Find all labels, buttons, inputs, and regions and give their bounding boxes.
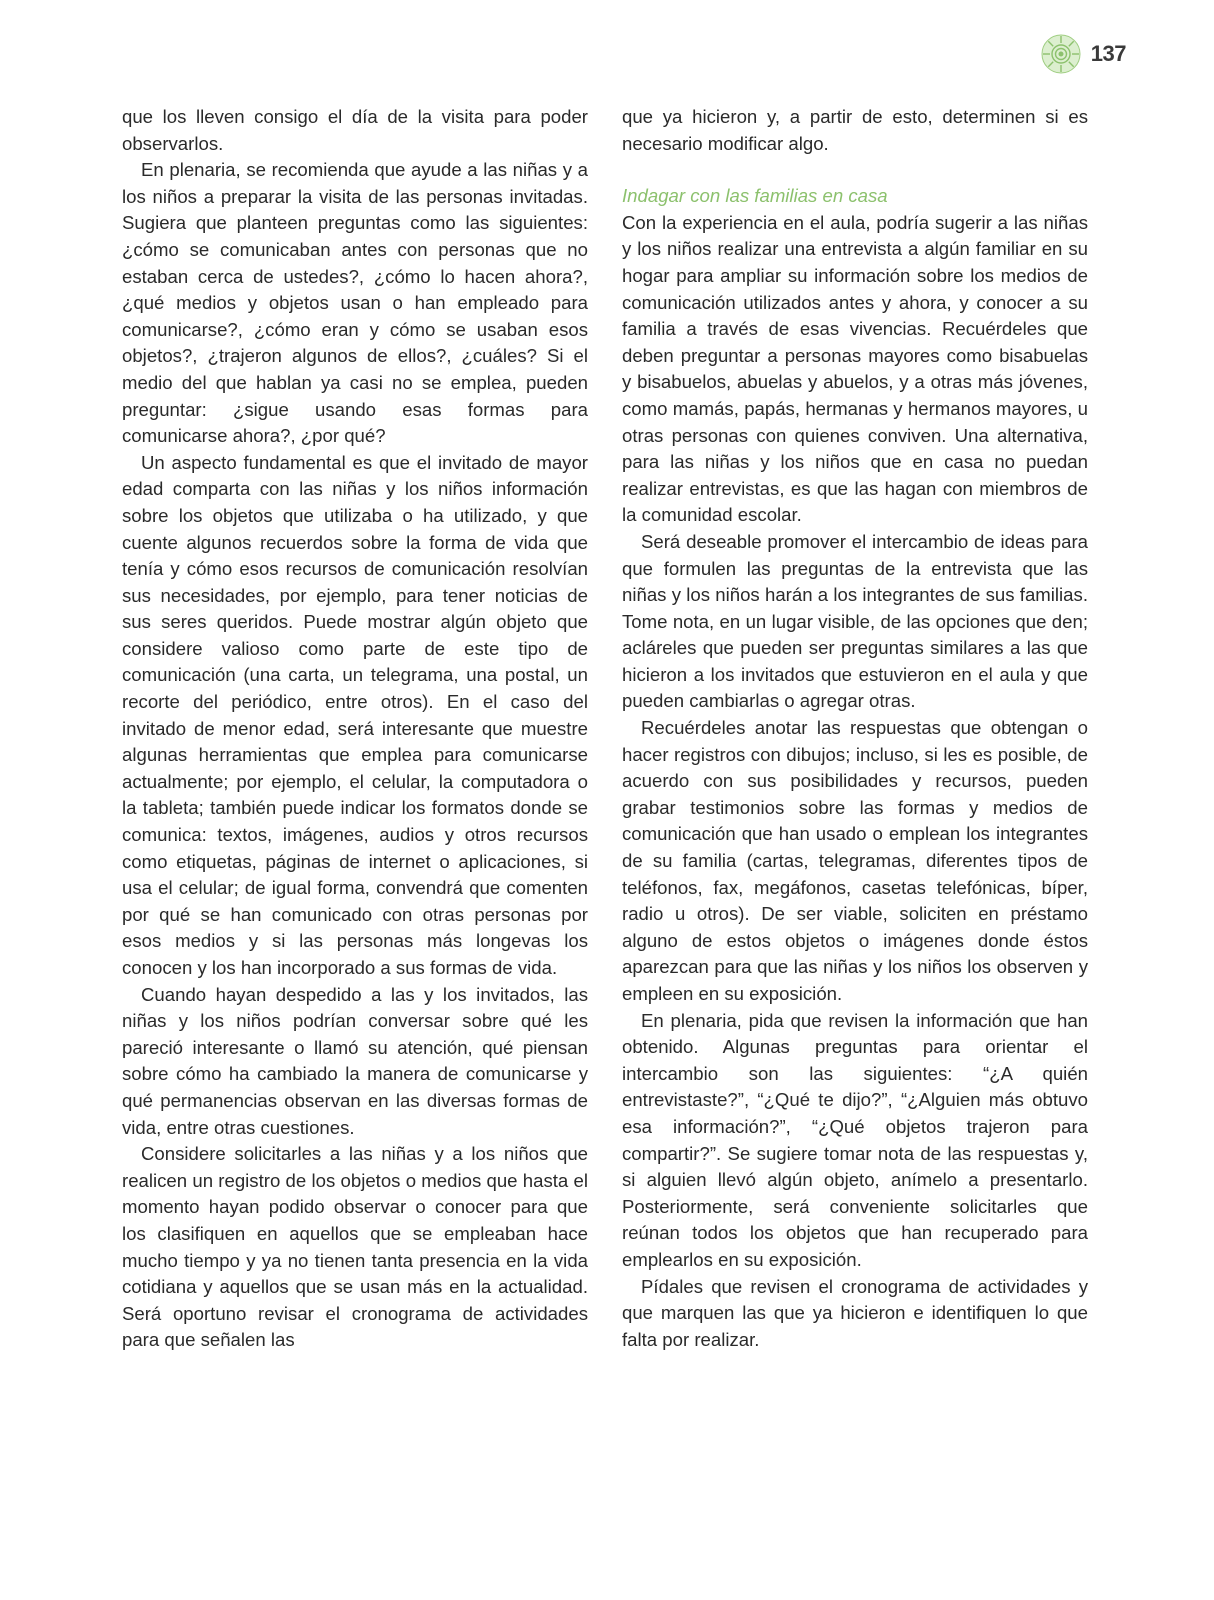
paragraph: Pídales que revisen el cronograma de actividades y que marquen las que ya hicieron e identifiquen lo que falta por realizar. <box>622 1275 1088 1350</box>
paragraph: Con la experiencia en el aula, podría sugerir a las niñas y los niños realizar una entrevista a algún familiar en su hogar para ampliar su información sobre los medios de comunicación utilizados antes y ahora, y conocer a su familia a través de esas vivencias. Recuérdeles que deben preguntar a personas mayores como bisabuelas y bisabuelos, abuelas y abuelos, y a otras más jóvenes, como mamás, papás, hermanas y hermanos mayores, u otras personas con quienes conviven. Una alternativa, para las niñas y los niños que en casa no puedan realizar entrevistas, es que las hagan con miembros de la comunidad escolar. <box>622 211 1088 526</box>
sun-emblem-icon <box>1041 34 1081 74</box>
section-heading: Indagar con las familias en casa <box>622 185 888 207</box>
paragraph: Un aspecto fundamental es que el invitado de mayor edad comparta con las niñas y los niños información sobre los objetos que utilizaba o ha utilizado, y que cuente algunos recuerdos sobre la forma de vida que tenía y cómo esos recursos de comunicación resolvían sus necesidades, por ejemplo, para tener noticias de sus seres queridos. Puede mostrar algún objeto que considere valioso como parte de este tipo de comunicación (una carta, un telegrama, una postal, un recorte del periódico, entre otros). En el caso del invitado de menor edad, será interesante que muestre algunas herramientas que emplea para comunicarse actualmente; por ejemplo, el celular, la computadora o la tableta; también puede indicar los formatos donde se comunica: textos, imágenes, audios y otros recursos como etiquetas, páginas de internet o aplicaciones, si usa el celular; de igual forma, convendrá que comenten por qué se han comunicado con otras personas por esos medios y si las personas más longevas los conocen y los han incorporado a sus formas de vida. <box>122 451 588 978</box>
paragraph: Considere solicitarles a las niñas y a los niños que realicen un registro de los objetos o medios que hasta el momento hayan podido observar o conocer para que los clasifiquen en aquellos que se empleaban hace mucho tiempo y ya no tienen tanta presencia en la vida cotidiana y aquellos que se usan más en la actualidad. Será oportuno revisar el cronograma de actividades para que señalen las <box>122 1143 588 1351</box>
paragraph: En plenaria, pida que revisen la información que han obtenido. Algunas preguntas para orientar el intercambio son las siguientes: “¿A quién entrevistaste?”, “¿Qué te dijo?”, “¿Alguien más obtuvo esa información?”, “¿Qué objetos trajeron para compartir?”. Se sugiere tomar nota de las respuestas y, si alguien llevó algún objeto, anímelo a presentarlo. Posteriormente, será conveniente solicitarles que reúnan todos los objetos que han recuperado para emplearlos en su exposición. <box>622 1009 1088 1270</box>
page-header <box>1041 34 1126 74</box>
paragraph: que los lleven consigo el día de la visita para poder observarlos. <box>122 106 588 154</box>
right-column <box>622 104 1088 1354</box>
two-column-body <box>122 104 1088 1354</box>
paragraph: Recuérdeles anotar las respuestas que obtengan o hacer registros con dibujos; incluso, si les es posible, de acuerdo con sus posibilidades y recursos, pueden grabar testimonios sobre las formas y medios de comunicación que han usado o emplean los integrantes de su familia (cartas, telegramas, diferentes tipos de teléfonos, fax, megáfonos, casetas telefónicas, bíper, radio u otros). De ser viable, soliciten en préstamo alguno de estos objetos o imágenes donde éstos aparezcan para que las niñas y los niños los observen y empleen en su exposición. <box>622 717 1088 1004</box>
paragraph: Cuando hayan despedido a las y los invitados, las niñas y los niños podrían conversar sobre qué les pareció interesante o llamó su atención, qué piensan sobre cómo ha cambiado la manera de comunicarse y qué permanencias observan en las diversas formas de vida, entre otras cuestiones. <box>122 983 588 1138</box>
left-column <box>122 104 588 1354</box>
paragraph: Será deseable promover el intercambio de ideas para que formulen las preguntas de la entrevista que las niñas y los niños harán a los integrantes de sus familias. Tome nota, en un lugar visible, de las opciones que den; acláreles que pueden ser preguntas similares a las que hicieron a los invitados que estuvieron en el aula y que pueden cambiarlas o agregar otras. <box>622 530 1088 712</box>
paragraph: que ya hicieron y, a partir de esto, determinen si es necesario modificar algo. <box>622 106 1088 154</box>
page-number: 137 <box>1090 41 1126 66</box>
paragraph: En plenaria, se recomienda que ayude a las niñas y a los niños a preparar la visita de las personas invitadas. Sugiera que planteen preguntas como las siguientes: ¿cómo se comunicaban antes con personas que no estaban cerca de ustedes?, ¿cómo lo hacen ahora?, ¿qué medios y objetos usan o han empleado para comunicarse?, ¿cómo eran y cómo se usaban esos objetos?, ¿trajeron algunos de ellos?, ¿cuáles? Si el medio del que hablan ya casi no se emplea, pueden preguntar: ¿sigue usando esas formas para comunicarse ahora?, ¿por qué? <box>122 159 588 447</box>
